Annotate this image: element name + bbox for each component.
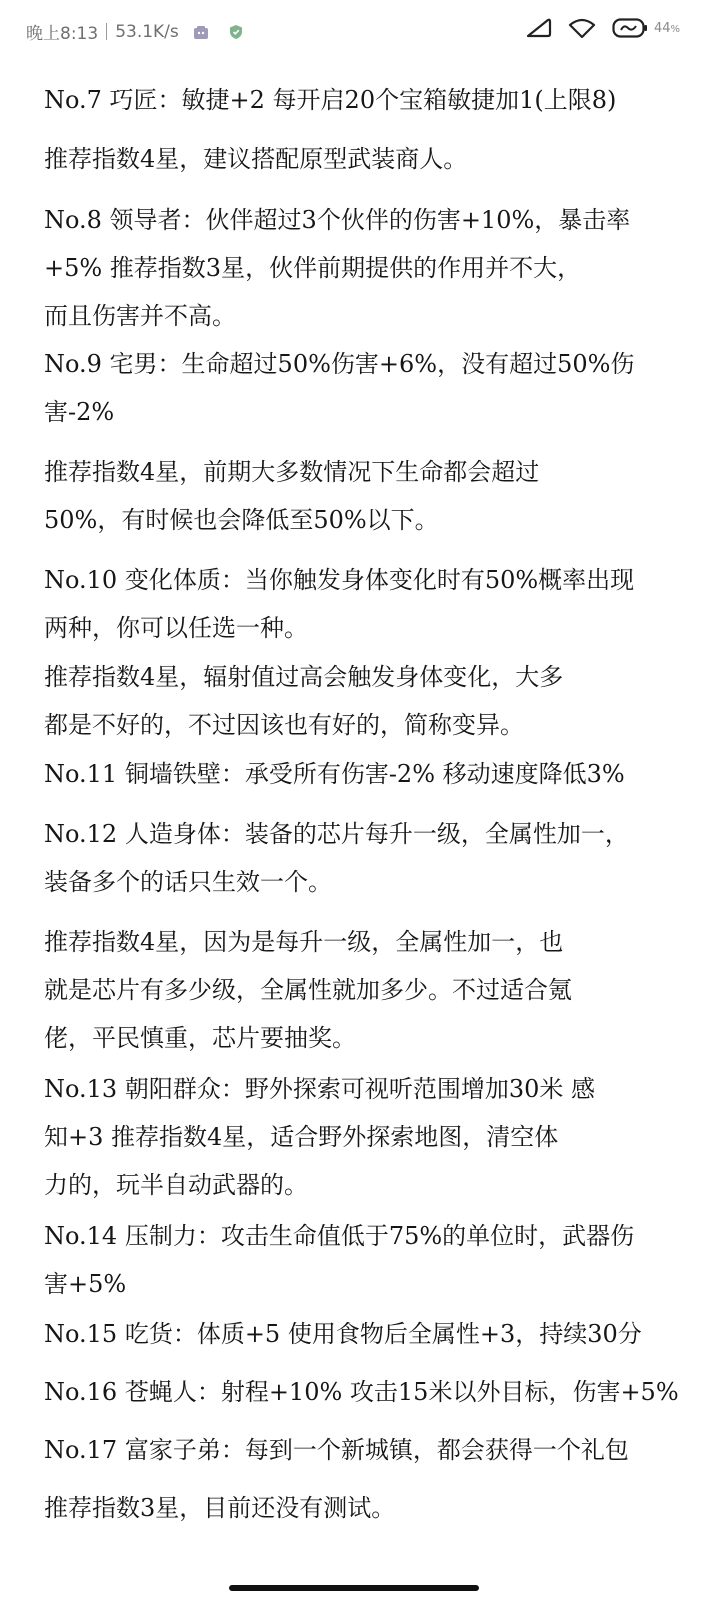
- paragraph-line: 两种，你可以任选一种。: [44, 614, 308, 642]
- paragraph-line: 就是芯片有多少级，全属性就加多少。不过适合氪: [44, 976, 572, 1004]
- article-paragraph: [44, 750, 674, 798]
- paragraph-line: 力的，玩半自动武器的。: [44, 1171, 308, 1199]
- paragraph-line: 害+5%: [44, 1270, 127, 1298]
- article-paragraph: [44, 1212, 674, 1308]
- article-paragraph: [44, 918, 674, 1062]
- paragraph-line: +5% 推荐指数3星，伙伴前期提供的作用并不大，: [44, 254, 582, 282]
- clock: 晚上8:13: [26, 24, 99, 44]
- paragraph-line: 50%，有时候也会降低至50%以下。: [44, 506, 439, 534]
- article-paragraph: [44, 1310, 674, 1358]
- article-paragraph: [44, 135, 674, 183]
- paragraph-line: No.8 领导者：伙伴超过3个伙伴的伤害+10%，暴击率: [44, 206, 631, 234]
- article-paragraph: [44, 340, 674, 436]
- paragraph-line: No.9 宅男：生命超过50%伤害+6%，没有超过50%伤: [44, 350, 635, 378]
- paragraph-line: No.16 苍蝇人：射程+10% 攻击15米以外目标，伤害+5%: [44, 1378, 679, 1406]
- paragraph-line: No.7 巧匠：敏捷+2 每开启20个宝箱敏捷加1(上限8): [44, 86, 617, 114]
- paragraph-line: No.12 人造身体：装备的芯片每升一级，全属性加一，: [44, 820, 629, 848]
- paragraph-line: 装备多个的话只生效一个。: [44, 868, 332, 896]
- paragraph-line: No.13 朝阳群众：野外探索可视听范围增加30米 感: [44, 1075, 595, 1103]
- article-paragraph: [44, 556, 674, 652]
- paragraph-line: 推荐指数4星，辐射值过高会触发身体变化，大多: [44, 663, 564, 691]
- article-paragraph: [44, 1426, 674, 1474]
- article-paragraph: [44, 76, 674, 124]
- paragraph-line: 推荐指数4星，前期大多数情况下生命都会超过: [44, 458, 540, 486]
- article-paragraph: [44, 448, 674, 544]
- article-paragraph: [44, 196, 674, 340]
- paragraph-line: No.10 变化体质：当你触发身体变化时有50%概率出现: [44, 566, 635, 594]
- article-paragraph: [44, 1065, 674, 1209]
- paragraph-line: 推荐指数4星，建议搭配原型武装商人。: [44, 145, 468, 173]
- paragraph-line: 都是不好的，不过因该也有好的，简称变异。: [44, 711, 524, 739]
- paragraph-line: 害-2%: [44, 398, 115, 426]
- paragraph-line: 推荐指数3星，目前还没有测试。: [44, 1494, 396, 1522]
- network-speed: 53.1K/s: [115, 21, 179, 42]
- article-paragraph: [44, 1484, 674, 1532]
- paragraph-line: No.11 铜墙铁壁：承受所有伤害-2% 移动速度降低3%: [44, 760, 625, 788]
- paragraph-line: 佬，平民慎重，芯片要抽奖。: [44, 1024, 356, 1052]
- paragraph-line: 而且伤害并不高。: [44, 302, 236, 330]
- article-paragraph: [44, 1368, 679, 1416]
- paragraph-line: 知+3 推荐指数4星，适合野外探索地图，清空体: [44, 1123, 559, 1151]
- battery-level: 44%: [653, 20, 680, 36]
- article-paragraph: [44, 653, 674, 749]
- article-paragraph: [44, 810, 674, 906]
- paragraph-line: 推荐指数4星，因为是每升一级，全属性加一，也: [44, 928, 564, 956]
- paragraph-line: No.17 富家子弟：每到一个新城镇，都会获得一个礼包: [44, 1436, 629, 1464]
- home-indicator[interactable]: [229, 1585, 479, 1591]
- paragraph-line: No.15 吃货：体质+5 使用食物后全属性+3，持续30分: [44, 1320, 642, 1348]
- paragraph-line: No.14 压制力：攻击生命值低于75%的单位时，武器伤: [44, 1222, 635, 1250]
